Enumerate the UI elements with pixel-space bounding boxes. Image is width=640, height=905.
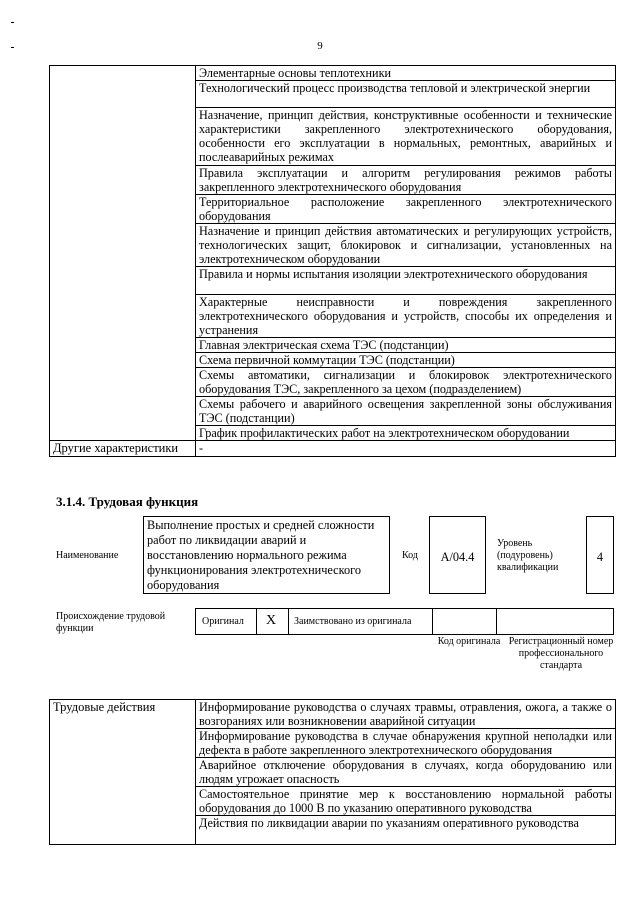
borrowed-label: Заимствовано из оригинала: [294, 616, 412, 627]
knowledge-item: Характерные неисправности и повреждения закрепленного электротехнического оборудования и устройств, способы их определения и устранения: [196, 295, 616, 338]
action-item: Самостоятельное принятие мер к восстановлению нормальной работы оборудования до 1000 В по указанию оперативного руководства: [196, 787, 616, 816]
page-number: 9: [317, 40, 323, 52]
section-heading: 3.1.4. Трудовая функция: [56, 494, 199, 509]
knowledge-item: Схемы автоматики, сигнализации и блокировок электротехнического оборудования ТЭС, закрепленного за цехом (подразделением): [196, 368, 616, 397]
code-original-caption: Код оригинала: [437, 636, 501, 647]
original-label: Оригинал: [202, 616, 244, 627]
knowledge-item: Территориальное расположение закрепленного электротехнического оборудования: [196, 195, 616, 224]
knowledge-item: Схема первичной коммутации ТЭС (подстанции): [196, 353, 616, 368]
actions-table: [49, 699, 616, 845]
knowledge-item: Схемы рабочего и аварийного освещения закрепленной зоны обслуживания ТЭС (подстанции): [196, 397, 616, 426]
function-code-box: [429, 516, 486, 594]
origin-label: Происхождение трудовой функции: [56, 611, 166, 634]
margin-mark: [11, 22, 14, 23]
level-value: 4: [596, 550, 604, 564]
divider: [256, 609, 257, 634]
knowledge-item: График профилактических работ на электротехническом оборудовании: [196, 426, 616, 441]
registration-caption: Регистрационный номер профессионального стандарта: [508, 636, 614, 671]
function-name: Выполнение простых и средней сложности работ по ликвидации аварий и восстановлению нормального режима функционирования электротехнического оборудования: [147, 518, 375, 592]
divider: [432, 609, 433, 634]
knowledge-item: Правила и нормы испытания изоляции электротехнического оборудования: [196, 267, 616, 295]
knowledge-item: Технологический процесс производства тепловой и электрической энергии: [196, 81, 616, 108]
knowledge-table: [49, 65, 616, 457]
knowledge-item: Правила эксплуатации и алгоритм регулирования режимов работы закрепленного электротехнического оборудования: [196, 166, 616, 195]
function-name-box: [143, 516, 390, 594]
action-item: Действия по ликвидации аварии по указаниям оперативного руководства: [196, 816, 616, 845]
action-item: Информирование руководства о случаях травмы, отравления, ожога, а также о возгораниях или возникновении аварийной ситуации: [196, 700, 616, 729]
action-item: Аварийное отключение оборудования в случаях, когда оборудованию или людям угрожает опасность: [196, 758, 616, 787]
level-label: Уровень (подуровень) квалификации: [497, 538, 559, 573]
divider: [496, 609, 497, 634]
origin-box: [195, 608, 614, 635]
action-item: Информирование руководства в случае обнаружения крупной неполадки или дефекта в работе закрепленного электротехнического оборудования: [196, 729, 616, 758]
knowledge-item: Назначение, принцип действия, конструктивные особенности и технические характеристики закрепленного электротехнического оборудования, особенности его эксплуатации в нормальных, ремонтных, аварийных и послеаварийных режимах: [196, 108, 616, 166]
other-characteristics-value: -: [196, 441, 616, 457]
function-code: А/04.4: [440, 550, 475, 564]
code-label: Код: [402, 550, 418, 561]
level-box: [586, 516, 614, 594]
name-label: Наименование: [56, 550, 119, 561]
divider: [288, 609, 289, 634]
knowledge-label-cell: [50, 66, 196, 441]
actions-label: Трудовые действия: [50, 700, 196, 845]
knowledge-item: Главная электрическая схема ТЭС (подстанции): [196, 338, 616, 353]
original-mark: X: [266, 613, 277, 628]
knowledge-item: Элементарные основы теплотехники: [196, 66, 616, 81]
knowledge-item: Назначение и принцип действия автоматических и регулирующих устройств, технологических защит, блокировок и сигнализации, установленных на электротехническом оборудовании: [196, 224, 616, 267]
other-characteristics-label: Другие характеристики: [50, 441, 196, 457]
